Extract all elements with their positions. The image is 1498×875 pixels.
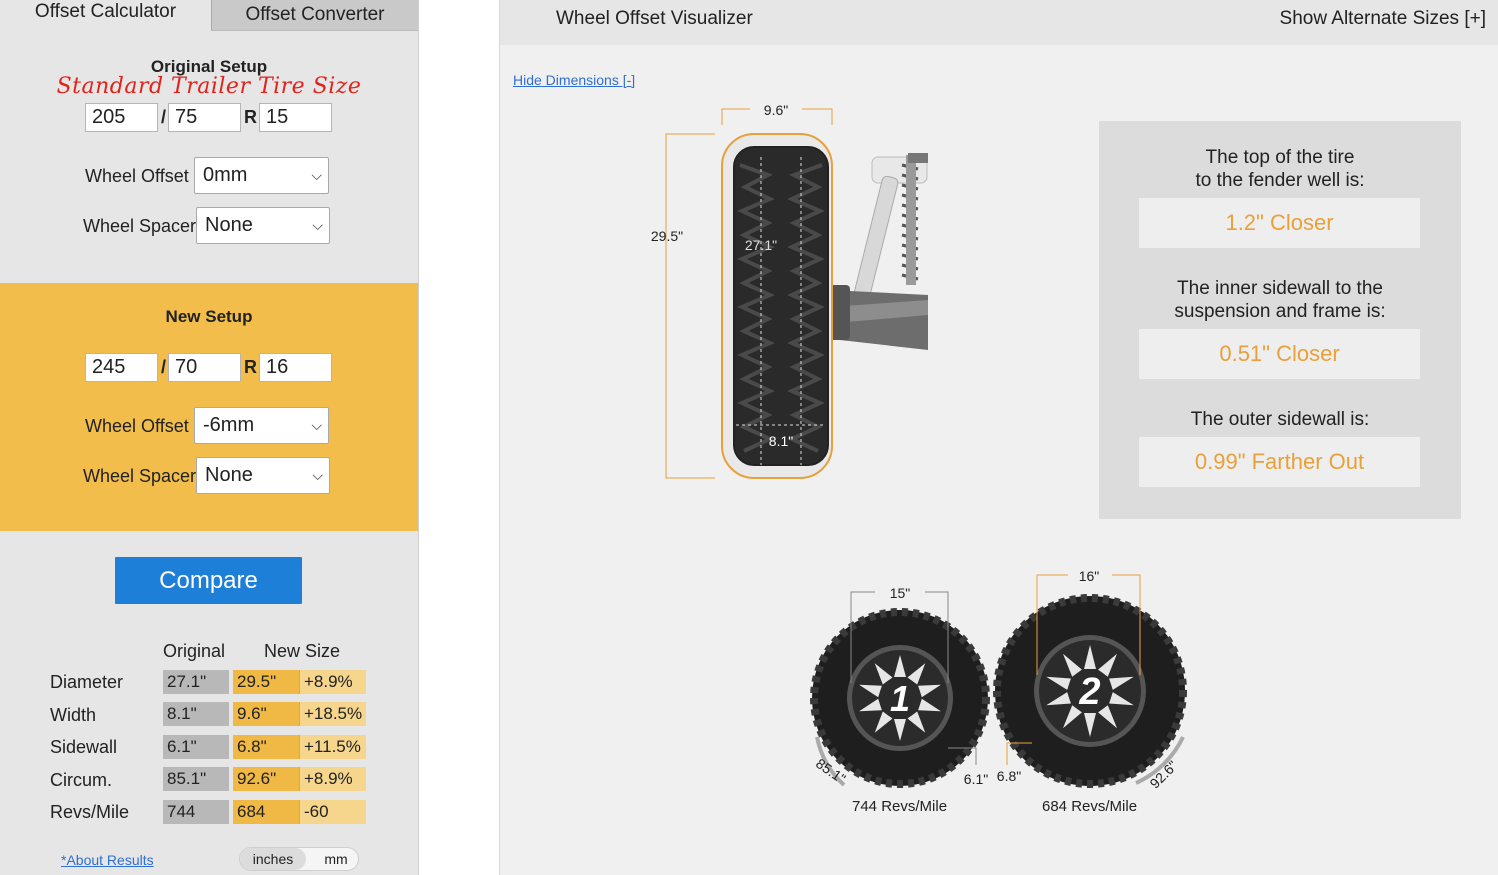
new-value: 92.6" — [233, 767, 299, 791]
right-panel — [499, 0, 1498, 875]
inner-sidewall-text-line2: suspension and frame is: — [1174, 301, 1386, 322]
chevron-down-icon: ⌵ — [311, 167, 322, 183]
new-spacer-label: Wheel Spacer — [83, 466, 197, 486]
fender-text-line2: to the fender well is: — [1195, 170, 1365, 191]
original-value: 6.1" — [163, 735, 229, 759]
standard-trailer-note: Standard Trailer Tire Size — [56, 74, 362, 99]
outer-sidewall-result-value: 0.99" Farther Out — [1139, 437, 1420, 487]
tire-size-comparison — [800, 565, 1220, 825]
outer-sidewall-text: The outer sidewall is: — [1190, 409, 1370, 430]
new-diameter-dimension: 29.5" — [650, 228, 684, 244]
column-header-new-size: New Size — [264, 641, 341, 661]
new-spacer-select[interactable] — [196, 457, 330, 494]
tire-1-number: 1 — [889, 678, 911, 719]
unit-inches-option[interactable]: inches — [240, 848, 306, 870]
original-spacer-label: Wheel Spacer — [83, 216, 197, 236]
tire-2-number: 2 — [1079, 671, 1101, 713]
new-offset-select[interactable] — [194, 407, 329, 444]
left-panel — [0, 0, 419, 875]
original-value: 85.1" — [163, 767, 229, 791]
tab-offset-converter[interactable]: Offset Converter — [211, 0, 418, 31]
row-label: Circum. — [50, 770, 112, 790]
difference-value: +8.9% — [299, 767, 366, 791]
unit-mm-option[interactable]: mm — [324, 851, 348, 867]
original-rim-input[interactable]: 15 — [259, 103, 332, 132]
original-diameter-dimension: 27.1" — [744, 237, 778, 253]
row-label: Sidewall — [50, 737, 118, 757]
fender-result-value: 1.2" Closer — [1139, 198, 1420, 248]
visualizer-header — [500, 0, 1498, 45]
row-label: Revs/Mile — [50, 802, 130, 822]
inner-sidewall-text-line1: The inner sidewall to the — [1177, 278, 1383, 299]
new-width-input[interactable]: 245 — [85, 353, 158, 382]
tire-2 — [995, 596, 1185, 786]
offset-side-view — [640, 95, 940, 495]
new-value: 9.6" — [233, 702, 299, 726]
tire-1-sidewall-dimension: 6.1" — [963, 771, 989, 787]
original-width-dimension: 8.1" — [768, 433, 794, 449]
r-separator: R — [244, 107, 257, 127]
new-setup-title: New Setup — [165, 307, 253, 326]
tab-offset-calculator[interactable]: Offset Calculator — [0, 0, 211, 31]
slash-separator: / — [161, 357, 167, 377]
original-spacer-select[interactable] — [196, 207, 330, 244]
original-width-input[interactable]: 205 — [85, 103, 158, 132]
difference-value: +8.9% — [299, 670, 366, 694]
difference-value: +18.5% — [299, 702, 366, 726]
original-offset-select[interactable] — [194, 157, 329, 194]
original-value: 27.1" — [163, 670, 229, 694]
row-label: Diameter — [50, 672, 124, 692]
tire-2-sidewall-dimension: 6.8" — [996, 768, 1022, 784]
inner-sidewall-result-value: 0.51" Closer — [1139, 329, 1420, 379]
chevron-down-icon: ⌵ — [312, 467, 323, 483]
original-setup-title: Original Setup — [150, 57, 268, 76]
tire-2-rim-dimension: 16" — [1078, 568, 1100, 584]
visualizer-title: Wheel Offset Visualizer — [556, 8, 753, 29]
original-value: 8.1" — [163, 702, 229, 726]
tire-1 — [812, 610, 988, 786]
chevron-down-icon: ⌵ — [312, 217, 323, 233]
new-offset-value: -6mm — [203, 414, 255, 436]
new-width-dimension: 9.6" — [763, 102, 789, 118]
tire-1-rim-dimension: 15" — [889, 585, 911, 601]
original-aspect-input[interactable]: 75 — [168, 103, 241, 132]
difference-value: -60 — [299, 800, 366, 824]
new-rim-input[interactable]: 16 — [259, 353, 332, 382]
tire-2-revs-per-mile: 684 Revs/Mile — [1042, 798, 1138, 815]
original-offset-label: Wheel Offset — [85, 166, 189, 186]
new-value: 29.5" — [233, 670, 299, 694]
chevron-down-icon: ⌵ — [311, 417, 322, 433]
tire-2-circumference: 92.6" — [1146, 757, 1181, 792]
new-value: 6.8" — [233, 735, 299, 759]
new-spacer-value: None — [205, 464, 253, 486]
new-aspect-input[interactable]: 70 — [168, 353, 241, 382]
compare-button[interactable]: Compare — [115, 557, 302, 604]
new-setup-section — [0, 283, 418, 531]
original-value: 744 — [163, 800, 229, 824]
new-offset-label: Wheel Offset — [85, 416, 189, 436]
row-label: Width — [50, 705, 97, 725]
suspension-illustration — [825, 153, 928, 350]
column-header-original: Original — [163, 641, 226, 661]
unit-toggle — [239, 847, 359, 871]
original-offset-value: 0mm — [203, 164, 248, 186]
new-value: 684 — [233, 800, 299, 824]
about-results-link[interactable]: *About Results — [61, 852, 154, 868]
slash-separator: / — [161, 107, 167, 127]
r-separator: R — [244, 357, 257, 377]
original-spacer-value: None — [205, 214, 253, 236]
fender-text-line1: The top of the tire — [1205, 147, 1355, 168]
tire-1-circumference: 85.1" — [813, 755, 849, 787]
offset-results-panel — [1099, 121, 1461, 519]
hide-dimensions-link[interactable]: Hide Dimensions [-] — [513, 72, 636, 88]
difference-value: +11.5% — [299, 735, 366, 759]
tire-1-revs-per-mile: 744 Revs/Mile — [852, 798, 948, 815]
show-alternate-sizes-link[interactable]: Show Alternate Sizes [+] — [1279, 8, 1486, 29]
